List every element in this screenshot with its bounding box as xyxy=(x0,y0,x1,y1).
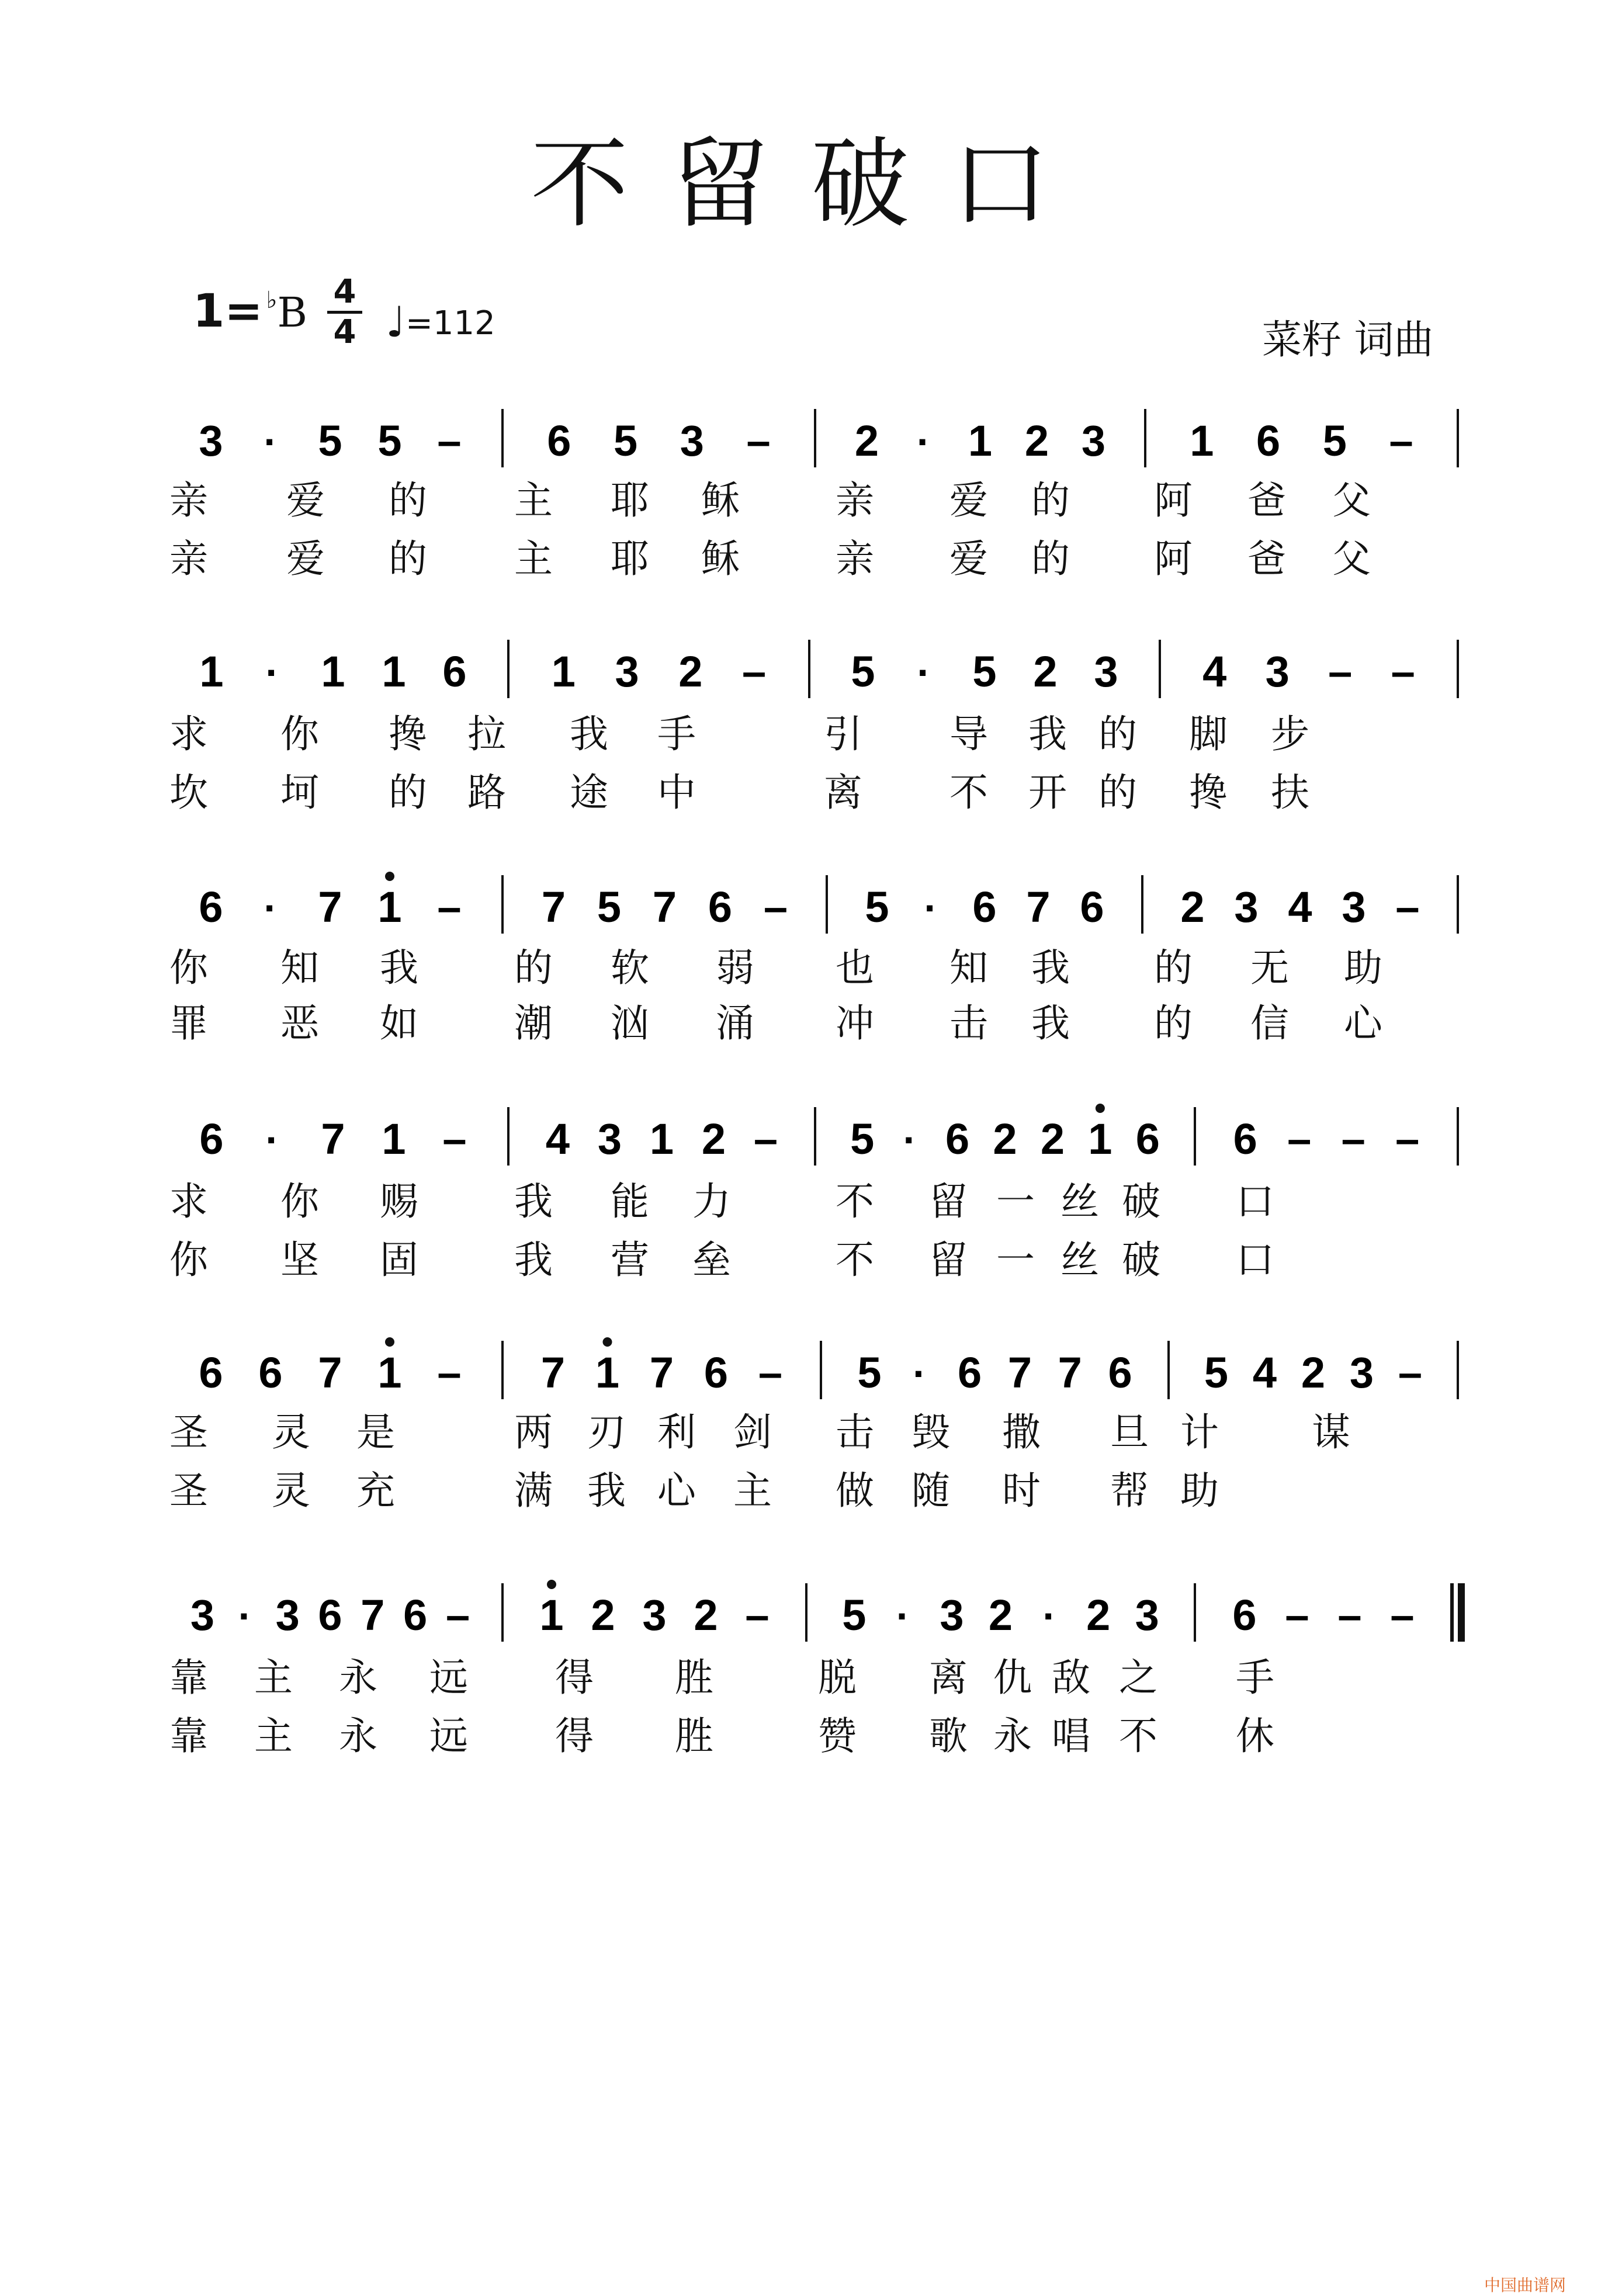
dash-mark: – xyxy=(1287,1115,1312,1163)
lyric-char: 得 xyxy=(555,1655,594,1700)
lyric-char: 休 xyxy=(1236,1714,1274,1759)
lyric-char: 灵 xyxy=(272,1410,310,1455)
lyric-char: 不 xyxy=(949,770,988,815)
lyric-char: 爱 xyxy=(286,536,325,581)
lyric-char: 心 xyxy=(1344,1001,1382,1046)
dash-mark: – xyxy=(1389,417,1413,465)
dash-mark: – xyxy=(753,1115,778,1163)
dot-mark: · xyxy=(264,419,278,464)
note: 2 xyxy=(591,1591,615,1639)
note: 2 xyxy=(1180,883,1205,931)
lyric-char: 丝 xyxy=(1060,1237,1099,1282)
tempo-value: =112 xyxy=(405,304,495,342)
lyric-char: 营 xyxy=(611,1237,649,1282)
note: 6 xyxy=(945,1115,970,1163)
lyric-char: 的 xyxy=(1031,536,1070,581)
note: 1 xyxy=(1190,417,1214,465)
lyric-char: 助 xyxy=(1344,945,1382,990)
quarter-note-icon: ♩ xyxy=(386,297,406,346)
note: 1 xyxy=(539,1591,564,1639)
lyric-char: 软 xyxy=(611,945,649,990)
lyric-char: 脱 xyxy=(818,1655,857,1700)
lyric-char: 圣 xyxy=(169,1410,208,1455)
note: 5 xyxy=(972,647,997,696)
note: 3 xyxy=(1081,417,1106,465)
lyric-char: 永 xyxy=(339,1655,377,1700)
dash-mark: – xyxy=(1391,647,1415,696)
lyric-char: 的 xyxy=(1154,945,1193,990)
dot-mark: · xyxy=(238,1593,252,1639)
dot-mark: · xyxy=(917,650,931,695)
lyric-char: 求 xyxy=(169,712,208,757)
note: 2 xyxy=(1301,1348,1326,1397)
lyric-char: 永 xyxy=(339,1714,377,1759)
lyric-char: 我 xyxy=(380,945,418,990)
lyric-char: 两 xyxy=(514,1410,553,1455)
note: 5 xyxy=(318,417,342,465)
lyric-char: 利 xyxy=(657,1410,696,1455)
lyric-char: 潮 xyxy=(514,1001,553,1046)
lyric-char: 拉 xyxy=(467,712,506,757)
note: 1 xyxy=(595,1348,620,1397)
lyric-char: 坚 xyxy=(280,1237,319,1282)
lyric-char: 不 xyxy=(836,1237,874,1282)
note: 7 xyxy=(1058,1348,1082,1397)
lyric-char: 力 xyxy=(692,1179,731,1224)
note: 2 xyxy=(1024,417,1049,465)
lyric-char: 引 xyxy=(824,712,862,757)
lyric-char: 离 xyxy=(929,1655,968,1700)
lyric-char: 扶 xyxy=(1271,770,1309,815)
dash-mark: – xyxy=(1390,1591,1415,1639)
lyric-char: 主 xyxy=(254,1655,293,1700)
lyric-char: 你 xyxy=(280,712,319,757)
dot-mark: · xyxy=(903,1117,917,1163)
lyric-char: 一 xyxy=(996,1179,1035,1224)
note: 2 xyxy=(993,1115,1017,1163)
lyric-char: 我 xyxy=(587,1468,626,1513)
note: 1 xyxy=(377,1348,402,1397)
lyric-char: 我 xyxy=(570,712,608,757)
note: 6 xyxy=(708,883,733,931)
lyric-char: 我 xyxy=(1028,712,1067,757)
note: 7 xyxy=(318,883,342,931)
lyric-char: 远 xyxy=(429,1714,468,1759)
lyric-char: 满 xyxy=(514,1468,553,1513)
note: 3 xyxy=(190,1591,215,1639)
dash-mark: – xyxy=(445,1591,470,1639)
lyric-char: 搀 xyxy=(389,712,427,757)
lyric-char: 冲 xyxy=(836,1001,874,1046)
lyric-char: 远 xyxy=(429,1655,468,1700)
dash-mark: – xyxy=(746,417,771,465)
note: 6 xyxy=(958,1348,982,1397)
lyric-char: 坎 xyxy=(169,770,208,815)
dash-mark: – xyxy=(1341,1115,1365,1163)
dash-mark: – xyxy=(758,1348,783,1397)
lyric-char: 导 xyxy=(949,712,988,757)
lyric-char: 丝 xyxy=(1060,1179,1099,1224)
note: 7 xyxy=(540,1348,566,1397)
lyric-char: 歌 xyxy=(929,1714,968,1759)
note: 1 xyxy=(321,647,345,696)
lyric-char: 旦 xyxy=(1110,1410,1149,1455)
note: 6 xyxy=(703,1348,729,1397)
site-watermark: 中国曲谱网 xyxy=(1484,2276,1566,2295)
dot-mark: · xyxy=(896,1593,910,1639)
lyric-char: 开 xyxy=(1028,770,1067,815)
lyric-char: 也 xyxy=(836,945,874,990)
lyric-char: 弱 xyxy=(716,945,754,990)
lyric-char: 我 xyxy=(514,1179,553,1224)
note: 1 xyxy=(377,883,402,931)
note: 3 xyxy=(615,647,639,696)
lyric-char: 的 xyxy=(389,478,427,523)
note: 3 xyxy=(275,1591,300,1639)
note: 3 xyxy=(680,417,704,465)
note: 3 xyxy=(1234,883,1259,931)
lyric-char: 主 xyxy=(254,1714,293,1759)
lyric-char: 爸 xyxy=(1247,478,1286,523)
lyric-char: 助 xyxy=(1180,1468,1219,1513)
note: 7 xyxy=(1007,1348,1032,1397)
note: 5 xyxy=(865,883,889,931)
lyric-char: 破 xyxy=(1122,1179,1160,1224)
lyric-char: 计 xyxy=(1180,1410,1219,1455)
note: 7 xyxy=(361,1591,385,1639)
lyric-char: 罪 xyxy=(169,1001,208,1046)
lyric-char: 信 xyxy=(1250,1001,1289,1046)
lyric-char: 阿 xyxy=(1154,478,1193,523)
lyric-char: 恶 xyxy=(280,1001,319,1046)
lyric-char: 破 xyxy=(1122,1237,1160,1282)
lyric-char: 灵 xyxy=(272,1468,310,1513)
dot-mark: · xyxy=(913,1351,927,1396)
note: 4 xyxy=(1288,883,1312,931)
time-top: 4 xyxy=(333,273,356,311)
dot-mark: · xyxy=(265,650,279,695)
note: 6 xyxy=(1233,1115,1257,1163)
lyric-char: 主 xyxy=(733,1468,772,1513)
octave-dot xyxy=(385,1337,394,1347)
key-prefix: 1= xyxy=(193,285,263,338)
lyric-char: 谋 xyxy=(1312,1410,1350,1455)
note: 2 xyxy=(694,1591,718,1639)
lyric-char: 路 xyxy=(467,770,506,815)
lyric-char: 仇 xyxy=(993,1655,1032,1700)
note: 3 xyxy=(597,1115,622,1163)
lyric-char: 毁 xyxy=(911,1410,950,1455)
key-note: B xyxy=(277,289,307,337)
lyric-char: 的 xyxy=(1098,770,1137,815)
lyric-char: 的 xyxy=(389,536,427,581)
lyric-char: 知 xyxy=(949,945,988,990)
lyric-char: 不 xyxy=(1119,1714,1157,1759)
note: 4 xyxy=(545,1115,570,1163)
note: 3 xyxy=(1094,647,1118,696)
lyric-char: 父 xyxy=(1332,536,1371,581)
lyric-char: 主 xyxy=(514,536,553,581)
lyric-char: 口 xyxy=(1236,1179,1274,1224)
dash-mark: – xyxy=(1337,1591,1362,1639)
lyric-char: 留 xyxy=(929,1237,968,1282)
lyric-char: 无 xyxy=(1250,945,1289,990)
lyric-char: 一 xyxy=(996,1237,1035,1282)
lyric-char: 父 xyxy=(1332,478,1371,523)
note: 1 xyxy=(382,647,406,696)
lyric-char: 阿 xyxy=(1154,536,1193,581)
lyric-char: 耶 xyxy=(611,536,649,581)
note: 2 xyxy=(988,1591,1013,1639)
lyric-char: 你 xyxy=(169,1237,208,1282)
note: 5 xyxy=(857,1348,882,1397)
lyric-char: 你 xyxy=(169,945,208,990)
lyric-char: 步 xyxy=(1271,712,1309,757)
lyric-char: 亲 xyxy=(836,478,874,523)
lyric-char: 手 xyxy=(1236,1655,1274,1700)
note: 5 xyxy=(1322,417,1347,465)
lyric-char: 你 xyxy=(280,1179,319,1224)
lyric-char: 随 xyxy=(911,1468,950,1513)
note: 2 xyxy=(854,417,879,465)
dash-mark: – xyxy=(437,883,462,931)
dot-mark: · xyxy=(924,885,938,931)
note: 2 xyxy=(1033,647,1058,696)
dot-mark: · xyxy=(264,885,278,931)
lyric-char: 帮 xyxy=(1110,1468,1149,1513)
note: 5 xyxy=(842,1591,867,1639)
lyric-char: 爸 xyxy=(1247,536,1286,581)
note: 6 xyxy=(199,883,223,931)
note: 5 xyxy=(850,1115,875,1163)
note: 1 xyxy=(1088,1115,1112,1163)
dash-mark: – xyxy=(1328,647,1353,696)
note: 6 xyxy=(199,1115,224,1163)
lyric-char: 永 xyxy=(993,1714,1032,1759)
note: 6 xyxy=(1256,417,1281,465)
dash-mark: – xyxy=(442,1115,467,1163)
note: 1 xyxy=(551,647,576,696)
lyric-char: 留 xyxy=(929,1179,968,1224)
note: 5 xyxy=(377,417,402,465)
note: 1 xyxy=(199,647,224,696)
note: 6 xyxy=(199,1348,223,1397)
lyric-char: 靠 xyxy=(169,1714,208,1759)
lyric-char: 是 xyxy=(356,1410,395,1455)
lyric-char: 唱 xyxy=(1052,1714,1090,1759)
dash-mark: – xyxy=(1395,1115,1420,1163)
flat-sign: ♭ xyxy=(266,287,278,314)
lyric-char: 我 xyxy=(514,1237,553,1282)
dash-mark: – xyxy=(1395,883,1420,931)
lyric-char: 赞 xyxy=(818,1714,857,1759)
dash-mark: – xyxy=(1398,1348,1423,1397)
note: 5 xyxy=(597,883,622,931)
note: 1 xyxy=(382,1115,406,1163)
note: 6 xyxy=(318,1591,342,1639)
dash-mark: – xyxy=(1285,1591,1309,1639)
note: 6 xyxy=(972,883,997,931)
dot-mark: · xyxy=(916,419,931,464)
note: 2 xyxy=(678,647,703,696)
note: 7 xyxy=(321,1115,345,1163)
lyric-char: 知 xyxy=(280,945,319,990)
lyric-char: 的 xyxy=(1098,712,1137,757)
lyric-char: 稣 xyxy=(701,478,740,523)
note: 7 xyxy=(318,1348,342,1397)
lyric-char: 耶 xyxy=(611,478,649,523)
note: 6 xyxy=(547,417,571,465)
note: 5 xyxy=(1204,1348,1229,1397)
note: 5 xyxy=(614,417,638,465)
lyric-char: 击 xyxy=(949,1001,988,1046)
dot-mark: · xyxy=(265,1117,279,1163)
lyric-char: 离 xyxy=(824,770,862,815)
note: 4 xyxy=(1202,647,1227,696)
lyric-char: 圣 xyxy=(169,1468,208,1513)
note: 2 xyxy=(1040,1115,1065,1163)
lyric-char: 涌 xyxy=(716,1001,754,1046)
lyric-char: 的 xyxy=(1031,478,1070,523)
note: 3 xyxy=(1135,1591,1159,1639)
note: 2 xyxy=(1086,1591,1111,1639)
note: 7 xyxy=(652,883,677,931)
note: 1 xyxy=(649,1115,674,1163)
note: 2 xyxy=(701,1115,726,1163)
lyric-char: 时 xyxy=(1002,1468,1041,1513)
note: 1 xyxy=(968,417,993,465)
dash-mark: – xyxy=(437,1348,462,1397)
lyric-char: 靠 xyxy=(169,1655,208,1700)
lyric-char: 爱 xyxy=(286,478,325,523)
note: 6 xyxy=(1232,1591,1257,1639)
lyric-char: 撒 xyxy=(1002,1410,1041,1455)
lyric-char: 爱 xyxy=(949,478,988,523)
lyric-char: 亲 xyxy=(836,536,874,581)
lyric-char: 敌 xyxy=(1052,1655,1090,1700)
note: 6 xyxy=(1108,1348,1132,1397)
lyric-char: 搀 xyxy=(1189,770,1228,815)
note: 6 xyxy=(258,1348,283,1397)
octave-dot xyxy=(1096,1104,1105,1113)
note: 3 xyxy=(940,1591,964,1639)
lyric-char: 的 xyxy=(514,945,553,990)
note: 7 xyxy=(541,883,566,931)
lyric-char: 汹 xyxy=(611,1001,649,1046)
lyric-char: 能 xyxy=(611,1179,649,1224)
lyric-char: 胜 xyxy=(675,1655,713,1700)
lyric-char: 胜 xyxy=(675,1714,713,1759)
lyric-char: 手 xyxy=(657,712,696,757)
lyric-char: 坷 xyxy=(280,770,319,815)
lyric-char: 固 xyxy=(380,1237,418,1282)
lyric-char: 做 xyxy=(836,1468,874,1513)
lyric-char: 爱 xyxy=(949,536,988,581)
lyric-char: 的 xyxy=(389,770,427,815)
lyric-char: 脚 xyxy=(1189,712,1228,757)
note: 6 xyxy=(1135,1115,1160,1163)
lyric-char: 我 xyxy=(1031,945,1070,990)
lyric-char: 主 xyxy=(514,478,553,523)
dash-mark: – xyxy=(763,883,788,931)
note: 3 xyxy=(642,1591,667,1639)
lyric-char: 赐 xyxy=(380,1179,418,1224)
note: 3 xyxy=(1342,883,1366,931)
song-title: 不留破口 xyxy=(531,127,1091,241)
octave-dot xyxy=(603,1337,612,1347)
lyric-char: 不 xyxy=(836,1179,874,1224)
lyric-char: 中 xyxy=(657,770,696,815)
note: 6 xyxy=(442,647,467,696)
octave-dot xyxy=(385,872,394,881)
note: 3 xyxy=(1265,647,1290,696)
lyric-char: 剑 xyxy=(733,1410,772,1455)
note: 7 xyxy=(1026,883,1051,931)
note: 4 xyxy=(1252,1348,1277,1397)
dot-mark: · xyxy=(1042,1593,1056,1639)
lyric-char: 稣 xyxy=(701,536,740,581)
lyric-char: 充 xyxy=(356,1468,395,1513)
lyric-char: 击 xyxy=(836,1410,874,1455)
lyric-char: 口 xyxy=(1236,1237,1274,1282)
composer-credit: 菜籽 词曲 xyxy=(1262,317,1434,363)
note: 6 xyxy=(1080,883,1104,931)
lyric-char: 求 xyxy=(169,1179,208,1224)
dash-mark: – xyxy=(745,1591,770,1639)
lyric-char: 亲 xyxy=(169,536,208,581)
lyric-char: 如 xyxy=(380,1001,418,1046)
note: 5 xyxy=(851,647,875,696)
dash-mark: – xyxy=(742,647,767,696)
dash-mark: – xyxy=(437,417,462,465)
lyric-char: 得 xyxy=(555,1714,594,1759)
lyric-char: 的 xyxy=(1154,1001,1193,1046)
lyric-char: 垒 xyxy=(692,1237,731,1282)
note: 3 xyxy=(199,417,223,465)
lyric-char: 心 xyxy=(657,1468,696,1513)
note: 3 xyxy=(1349,1348,1374,1397)
note: 6 xyxy=(403,1591,428,1639)
octave-dot xyxy=(547,1580,556,1589)
note: 7 xyxy=(649,1348,674,1397)
lyric-char: 我 xyxy=(1031,1001,1070,1046)
lyric-char: 之 xyxy=(1119,1655,1157,1700)
lyric-char: 刃 xyxy=(587,1410,626,1455)
lyric-char: 亲 xyxy=(169,478,208,523)
lyric-char: 途 xyxy=(570,770,608,815)
time-bottom: 4 xyxy=(333,313,356,351)
